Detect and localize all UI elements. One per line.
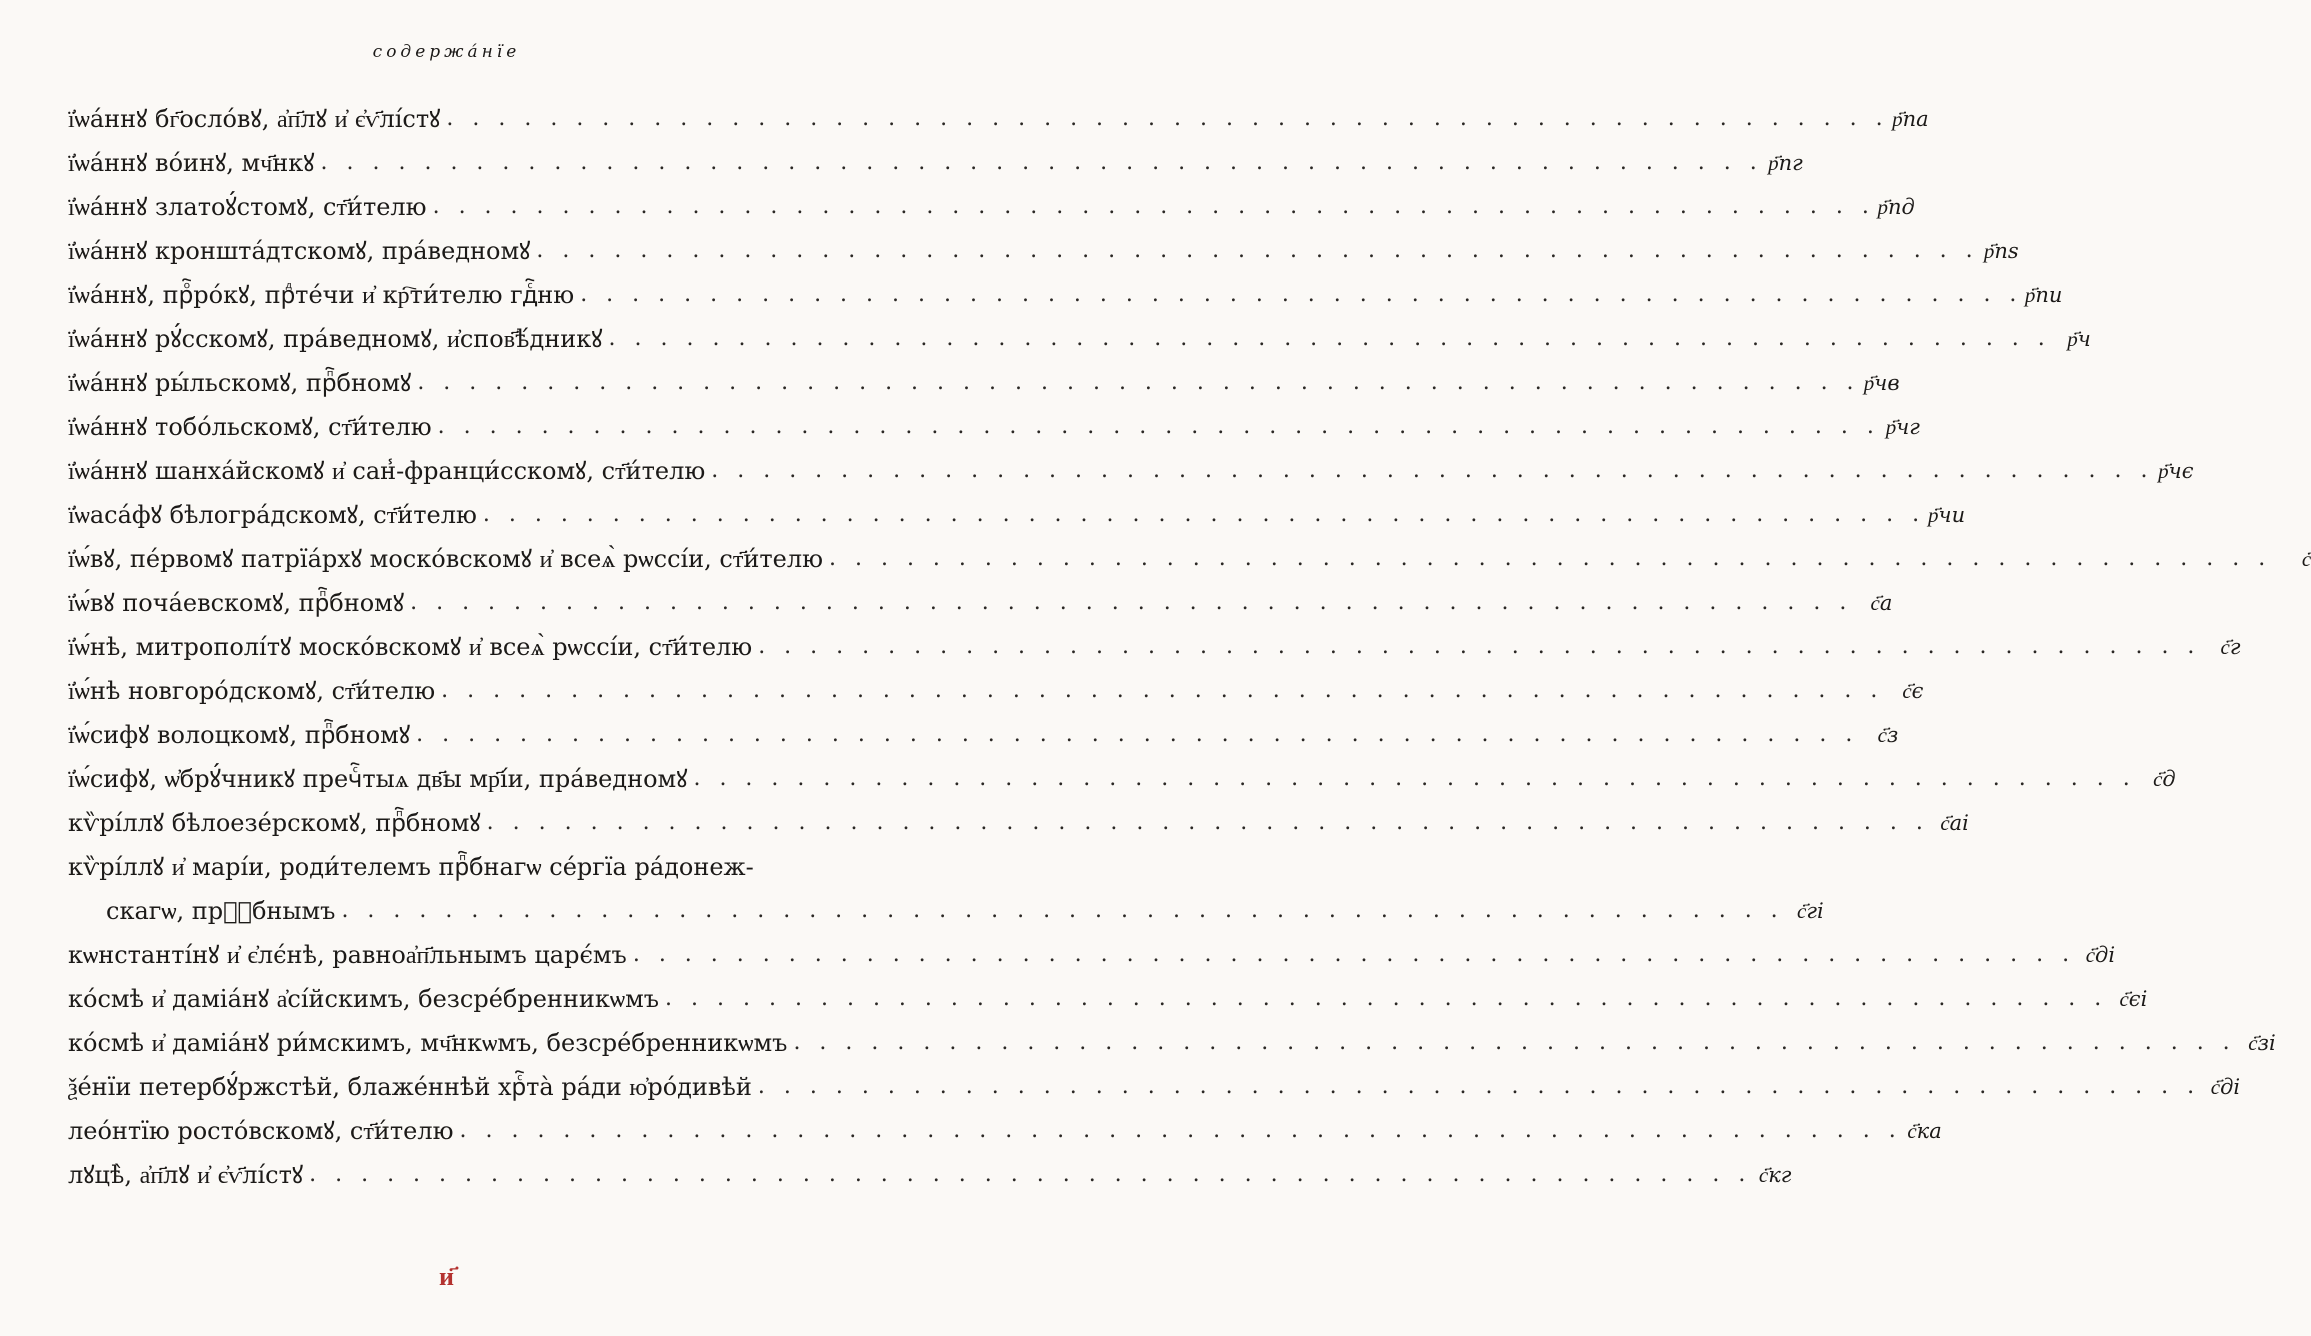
toc-entry-title: ї҆ѡ́нѣ, митрополі́тꙋ моско́вскомꙋ и҆ всеѧ̀ рѡссі́и, ст҃и́телю: [68, 633, 753, 661]
toc-entry[interactable]: [68, 662, 1924, 706]
toc-entry-title: ї҆ѡ́сифꙋ волоцкомꙋ, прⷫ҇бномꙋ: [68, 721, 411, 749]
toc-entry-title: ї҆ѡа́ннꙋ тобо́льскомꙋ, ст҃и́телю: [68, 413, 432, 441]
dot-leader: . . . . . . . . . . . . . . . . . . . . . . . . . . . . . . . . . . . . . . . . . . . . . . . . . . . . . . . .: [441, 678, 1884, 703]
toc-entry[interactable]: [68, 90, 1929, 134]
toc-entry[interactable]: [68, 266, 2063, 310]
toc-entry[interactable]: [68, 398, 1920, 442]
toc-entry-title: кѷрі́ллꙋ бѣлоезе́рскомꙋ, прⷫ҇бномꙋ: [68, 809, 481, 837]
toc-entry-page: р҃пѕ: [1983, 239, 2019, 263]
toc-entry-title: ѯе́нїи петербꙋ́ржстѣй, блаже́ннѣй хрⷭ҇та̀ ра́ди ю҆ро́дивѣй: [68, 1073, 752, 1101]
toc-entry[interactable]: [68, 1014, 2276, 1058]
toc-entry-title: ї҆ѡа́ннꙋ шанха́йскомꙋ и҆ сан̾-франци́сскомꙋ, ст҃и́телю: [68, 457, 706, 485]
toc-entry-page: р҃пи: [2024, 283, 2063, 307]
toc-entry[interactable]: [68, 1058, 2241, 1102]
toc-entry-title: ї҆ѡа́ннꙋ ры́льскомꙋ, прⷫ҇бномꙋ: [68, 369, 412, 397]
toc-entry-page: с҃д: [2153, 767, 2176, 791]
toc-entry[interactable]: [68, 310, 2091, 354]
toc-entry[interactable]: [68, 178, 1915, 222]
toc-entry-page: с҃: [2301, 547, 2311, 571]
dot-leader: . . . . . . . . . . . . . . . . . . . . . . . . . . . . . . . . . . . . . . . . . . . . . . . . . . . . . . . .: [580, 282, 2023, 307]
dot-leader: . . . . . . . . . . . . . . . . . . . . . . . . . . . . . . . . . . . . . . . . . . . . . . . . . . . . . . . .: [432, 194, 1875, 219]
toc-entry-page: с҃єі: [2119, 987, 2148, 1011]
toc-entry[interactable]: [68, 442, 2194, 486]
toc-entry-page: с҃з: [1877, 723, 1899, 747]
toc-entry-title: скагѡ, прⷫ҇бнымъ: [106, 897, 336, 925]
toc-entry[interactable]: [68, 838, 863, 882]
dot-leader: . . . . . . . . . . . . . . . . . . . . . . . . . . . . . . . . . . . . . . . . . . . . . . . . . . . . . . . .: [341, 898, 1784, 923]
toc-entry-page: с҃ка: [1907, 1119, 1942, 1143]
toc-entry-page: с҃ді: [2210, 1075, 2241, 1099]
toc-entry[interactable]: [68, 222, 2019, 266]
toc-entry-page: с҃є: [1902, 679, 1924, 703]
toc-entry-title: ко́смѣ и҆ даміа́нꙋ ри́мскимъ, мч҃нкѡмъ, безсре́бренникѡмъ: [68, 1029, 788, 1057]
dot-leader: . . . . . . . . . . . . . . . . . . . . . . . . . . . . . . . . . . . . . . . . . . . . . . . . . . . . . . . .: [608, 326, 2051, 351]
toc-entry-page: р҃чг: [1885, 415, 1920, 439]
running-head: содержа́нїе: [372, 42, 521, 62]
page-number: и҃: [439, 1262, 454, 1292]
toc-entry-page: с҃гі: [1797, 899, 1824, 923]
dot-leader: . . . . . . . . . . . . . . . . . . . . . . . . . . . . . . . . . . . . . . . . . . . . . . . . . . . . . . . .: [536, 238, 1979, 263]
dot-leader: . . . . . . . . . . . . . . . . . . . . . . . . . . . . . . . . . . . . . . . . . . . . . . . . . . . . . . . .: [757, 1074, 2201, 1099]
toc-entry[interactable]: [68, 750, 2176, 794]
dot-leader: . . . . . . . . . . . . . . . . . . . . . . . . . . . . . . . . . . . . . . . . . . . . . . . . . . . . . . . .: [758, 634, 2201, 659]
toc-entry-title: ї҆ѡ́вꙋ, пе́рвомꙋ патрїа́рхꙋ моско́вскомꙋ и҆ всеѧ̀ рѡссі́и, ст҃и́телю: [68, 545, 823, 573]
table-of-contents: [68, 90, 2311, 1190]
dot-leader: . . . . . . . . . . . . . . . . . . . . . . . . . . . . . . . . . . . . . . . . . . . . . . . . . . . . . . . .: [446, 106, 1889, 131]
toc-entry-title: ї҆ѡа́ннꙋ рꙋ́сскомꙋ, пра́ведномꙋ, и҆спов҃ѣ́дникꙋ: [68, 325, 603, 353]
dot-leader: . . . . . . . . . . . . . . . . . . . . . . . . . . . . . . . . . . . . . . . . . . . . . . . . . . . . . . . .: [632, 942, 2076, 967]
dot-leader: . . . . . . . . . . . . . . . . . . . . . . . . . . . . . . . . . . . . . . . . . . . . . . . . . . . . . . . .: [417, 370, 1860, 395]
toc-entry[interactable]: [68, 530, 2311, 574]
toc-entry-title: ї҆ѡ́сифꙋ, ѡ҆брꙋ́чникꙋ пречⷭ҇тыѧ дв҃ы мр҃і́и, пра́ведномꙋ: [68, 765, 688, 793]
toc-entry-title: кѷрі́ллꙋ и҆ марі́и, роди́телемъ прⷫ҇бнагѡ се́ргїа ра́донеж-: [68, 853, 754, 881]
toc-entry[interactable]: [68, 1146, 1792, 1190]
toc-entry-title: ї҆ѡ́нѣ новгоро́дскомꙋ, ст҃и́телю: [68, 677, 436, 705]
toc-entry[interactable]: [68, 1102, 1942, 1146]
toc-entry-title: ї҆ѡаса́фꙋ бѣлогра́дскомꙋ, ст҃и́телю: [68, 501, 477, 529]
toc-entry-page: р҃чв: [1863, 371, 1900, 395]
toc-entry-page: с҃кг: [1758, 1163, 1792, 1187]
toc-entry-page: р҃па: [1892, 107, 1929, 131]
dot-leader: . . . . . . . . . . . . . . . . . . . . . . . . . . . . . . . . . . . . . . . . . . . . . . . . . . . . . . . .: [828, 546, 2272, 571]
dot-leader: . . . . . . . . . . . . . . . . . . . . . . . . . . . . . . . . . . . . . . . . . . . . . . . . . . . . . . . .: [320, 150, 1763, 175]
dot-leader: . . . . . . . . . . . . . . . . . . . . . . . . . . . . . . . . . . . . . . . . . . . . . . . . . . . . . . . .: [416, 722, 1859, 747]
toc-entry[interactable]: [68, 134, 1803, 178]
toc-entry[interactable]: [68, 574, 1893, 618]
toc-entry[interactable]: [68, 618, 2241, 662]
toc-entry-title: лео́нтїю росто́вскомꙋ, ст҃и́телю: [68, 1117, 454, 1145]
toc-entry[interactable]: [68, 486, 1966, 530]
toc-entry-title: кѡнстанті́нꙋ и҆ є҆лє́нѣ, равноа҆п҃льнымъ царє́мъ: [68, 941, 627, 969]
dot-leader: . . . . . . . . . . . . . . . . . . . . . . . . . . . . . . . . . . . . . . . . . . . . . . . . . . . . . . . .: [309, 1162, 1752, 1187]
toc-entry-page: с҃зі: [2248, 1031, 2276, 1055]
toc-entry-page: р҃пг: [1768, 151, 1803, 175]
dot-leader: . . . . . . . . . . . . . . . . . . . . . . . . . . . . . . . . . . . . . . . . . . . . . . . . . . . . . . . .: [486, 810, 1929, 835]
toc-entry-title: ко́смѣ и҆ даміа́нꙋ а҆сі́йскимъ, безсре́бренникѡмъ: [68, 985, 660, 1013]
toc-entry[interactable]: [68, 926, 2116, 970]
toc-entry-page: р҃пд: [1877, 195, 1915, 219]
toc-entry-title: ї҆ѡ́вꙋ поча́евскомꙋ, прⷫ҇бномꙋ: [68, 589, 405, 617]
toc-entry-page: р҃чи: [1928, 503, 1966, 527]
toc-entry-page: с҃ді: [2085, 943, 2116, 967]
toc-entry[interactable]: [68, 970, 2148, 1014]
toc-entry-title: ї҆ѡа́ннꙋ во́инꙋ, мч҃нкꙋ: [68, 149, 315, 177]
dot-leader: . . . . . . . . . . . . . . . . . . . . . . . . . . . . . . . . . . . . . . . . . . . . . . . . . . . . . . . .: [711, 458, 2154, 483]
toc-entry-page: р҃чє: [2158, 459, 2194, 483]
dot-leader: . . . . . . . . . . . . . . . . . . . . . . . . . . . . . . . . . . . . . . . . . . . . . . . . . . . . . . . .: [459, 1118, 1902, 1143]
toc-entry-title: ї҆ѡа́ннꙋ, прⷪ҇ро́кꙋ, прⷣте́чи и҆ кр҇ти́телю гдⷭ҇ню: [68, 281, 575, 309]
toc-entry[interactable]: [68, 706, 1899, 750]
toc-entry-title: ї҆ѡа́ннꙋ златоꙋ́стомꙋ, ст҃и́телю: [68, 193, 427, 221]
toc-entry-title: ї҆ѡа́ннꙋ кроншта́дтскомꙋ, пра́ведномꙋ: [68, 237, 531, 265]
toc-entry-page: с҃аі: [1940, 811, 1969, 835]
toc-entry[interactable]: [68, 354, 1900, 398]
toc-entry-page: р҃ч: [2067, 327, 2091, 351]
toc-entry[interactable]: [68, 882, 1824, 926]
dot-leader: . . . . . . . . . . . . . . . . . . . . . . . . . . . . . . . . . . . . . . . . . . . . . . . . . . . . . . . .: [793, 1030, 2236, 1055]
toc-entry[interactable]: [68, 794, 1969, 838]
dot-leader: . . . . . . . . . . . . . . . . . . . . . . . . . . . . . . . . . . . . . . . . . . . . . . . . . . . . . . . .: [693, 766, 2136, 791]
toc-entry-title: лꙋцѣ̀, а҆п҃лꙋ и҆ є҆ѵ҃лі́стꙋ: [68, 1161, 304, 1189]
toc-entry-title: ї҆ѡа́ннꙋ бг҃осло́вꙋ, а҆п҃лꙋ и҆ є҆ѵ҃лі́стꙋ: [68, 105, 441, 133]
dot-leader: . . . . . . . . . . . . . . . . . . . . . . . . . . . . . . . . . . . . . . . . . . . . . . . . . . . . . . . .: [482, 502, 1926, 527]
dot-leader: . . . . . . . . . . . . . . . . . . . . . . . . . . . . . . . . . . . . . . . . . . . . . . . . . . . . . . . .: [410, 590, 1853, 615]
toc-entry-page: с҃а: [1870, 591, 1893, 615]
dot-leader: . . . . . . . . . . . . . . . . . . . . . . . . . . . . . . . . . . . . . . . . . . . . . . . . . . . . . . . .: [437, 414, 1880, 439]
toc-entry-page: с҃г: [2220, 635, 2241, 659]
dot-leader: . . . . . . . . . . . . . . . . . . . . . . . . . . . . . . . . . . . . . . . . . . . . . . . . . . . . . . . .: [665, 986, 2108, 1011]
